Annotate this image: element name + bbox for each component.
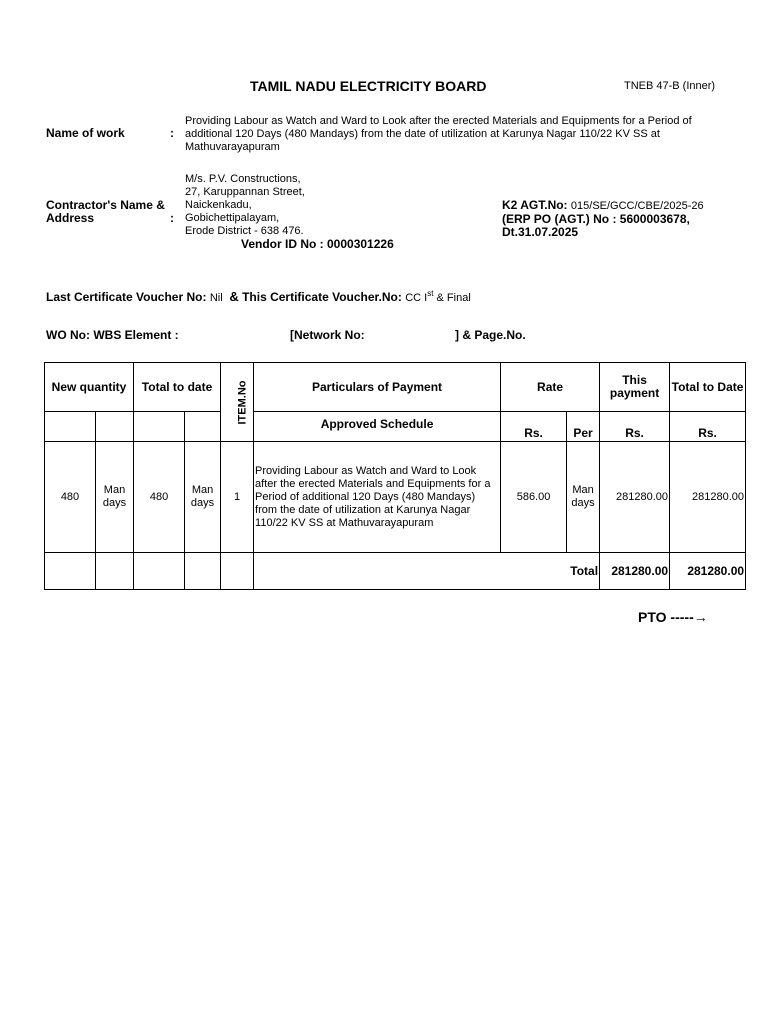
voucher-line: [46, 287, 471, 305]
total-row: [45, 553, 746, 590]
this-voucher-value-main: CC I: [405, 292, 428, 304]
last-voucher-label: Last Certificate Voucher No:: [46, 290, 207, 304]
total-this-payment: 281280.00: [600, 553, 670, 590]
contractor-label: Contractor's Name & Address: [46, 198, 165, 225]
total-label: Total: [254, 553, 600, 590]
approved-schedule-header: Approved Schedule: [254, 412, 501, 442]
rate-value: 586.00: [501, 442, 567, 553]
form-code: TNEB 47-B (Inner): [624, 80, 716, 92]
address-line: 27, Karuppannan Street,: [185, 186, 305, 198]
this-payment-header: This payment: [600, 363, 670, 412]
empty-cell: [45, 553, 96, 590]
total-to-date-rs-header: Rs.: [670, 412, 746, 442]
this-voucher-superscript: st: [427, 289, 434, 298]
address-line: Gobichettipalayam,: [185, 212, 280, 224]
empty-cell: [134, 553, 185, 590]
name-of-work-text: Providing Labour as Watch and Ward to Look after the erected Materials and Equipments for a Period of additional 120 Days (480 Mandays) from the date of utilization at Karunya Nagar 110/22 KV SS at Mathuvarayapuram: [185, 115, 692, 153]
rate-per-value: Man days: [567, 442, 600, 553]
wo-wbs-label: WO No: WBS Element :: [46, 328, 179, 342]
address-line: M/s. P.V. Constructions,: [185, 173, 301, 185]
this-payment-value: 281280.00: [600, 442, 670, 553]
name-of-work-label: Name of work: [46, 126, 125, 140]
contractor-address: [185, 173, 485, 238]
empty-cell: [96, 553, 134, 590]
total-quantity-unit: Man days: [185, 442, 221, 553]
this-voucher-value: [405, 289, 471, 304]
network-label: [Network No:: [290, 328, 365, 342]
rate-header: Rate: [501, 363, 600, 412]
empty-cell: [221, 553, 254, 590]
empty-cell: [134, 412, 185, 442]
table-row: [45, 442, 746, 553]
vendor-id: Vendor ID No : 0000301226: [241, 237, 394, 251]
agreement-block: [502, 199, 742, 239]
page-no-label: ] & Page.No.: [455, 328, 526, 342]
new-quantity-header: New quantity: [45, 363, 134, 412]
last-voucher-value: Nil: [209, 292, 223, 304]
item-no-header-text: ITEM.No: [236, 380, 249, 424]
item-number: 1: [221, 442, 254, 553]
payment-table: [44, 362, 746, 590]
address-line: Erode District - 638 476.: [185, 225, 304, 237]
document-title: TAMIL NADU ELECTRICITY BOARD: [250, 78, 487, 94]
total-to-date-sum: 281280.00: [670, 553, 746, 590]
total-quantity-value: 480: [134, 442, 185, 553]
new-quantity-value: 480: [45, 442, 96, 553]
rate-per-header: Per: [567, 412, 600, 442]
erp-po-line: (ERP PO (AGT.) No : 5600003678,: [502, 212, 690, 226]
name-of-work-colon: :: [170, 126, 174, 140]
particulars-header: Particulars of Payment: [254, 363, 501, 412]
empty-cell: [185, 553, 221, 590]
this-voucher-value-suffix: & Final: [436, 292, 471, 304]
particulars-text: Providing Labour as Watch and Ward to Look after the erected Materials and Equipments for a Period of additional 120 Days (480 Mandays) from the date of utilization at Karunya Nagar 110/22 KV SS at Mathuvarayapuram: [254, 442, 501, 553]
empty-cell: [45, 412, 96, 442]
total-to-date-header: Total to date: [134, 363, 221, 412]
contractor-colon: :: [170, 211, 174, 225]
voucher-ampersand: &: [229, 289, 239, 304]
rate-rs-header: Rs.: [501, 412, 567, 442]
item-no-header: [221, 363, 254, 442]
empty-cell: [96, 412, 134, 442]
k2-agt-label: K2 AGT.No:: [502, 198, 568, 212]
this-payment-rs-header: Rs.: [600, 412, 670, 442]
new-quantity-unit: Man days: [96, 442, 134, 553]
total-to-date-value: 281280.00: [670, 442, 746, 553]
pto-label: PTO -----→: [638, 609, 708, 625]
agreement-date: Dt.31.07.2025: [502, 225, 579, 239]
empty-cell: [185, 412, 221, 442]
total-to-date-right-header: Total to Date: [670, 363, 746, 412]
this-voucher-label: This Certificate Voucher.No:: [242, 290, 402, 304]
k2-agt-value: 015/SE/GCC/CBE/2025-26: [570, 200, 704, 212]
address-line: Naickenkadu,: [185, 199, 252, 211]
